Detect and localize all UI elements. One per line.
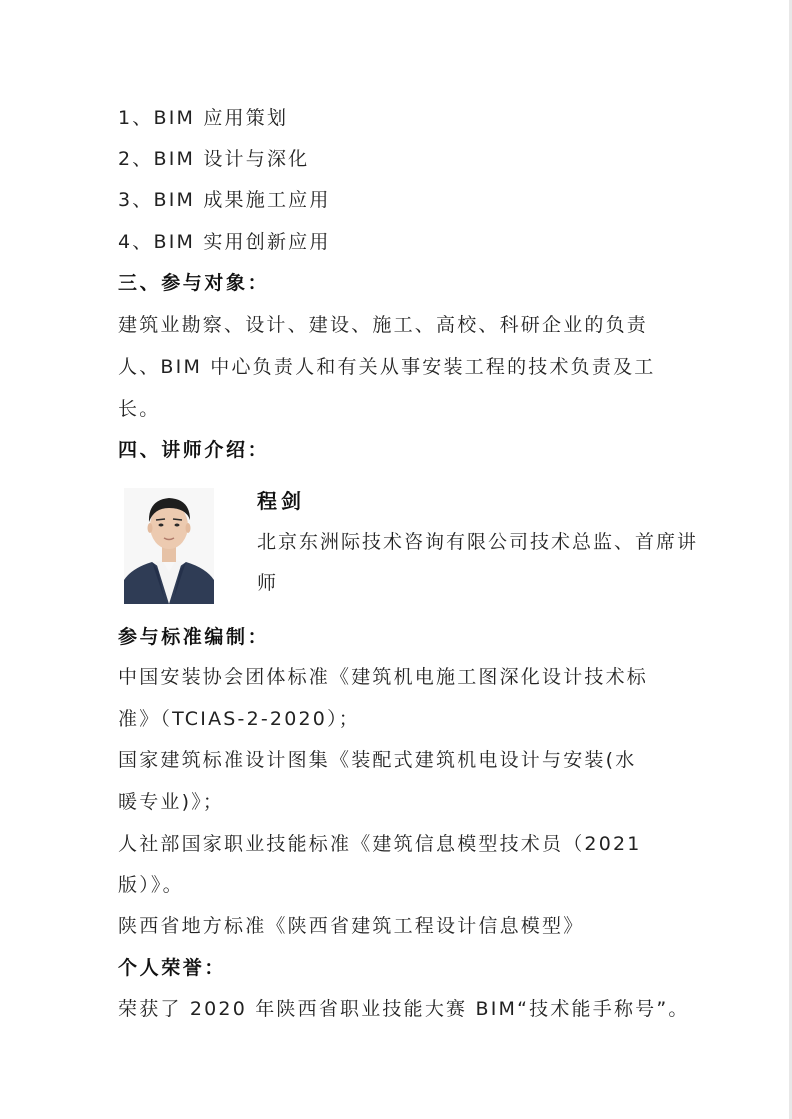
participants-text-line: 建筑业勘察、设计、建设、施工、高校、科研企业的负责: [118, 314, 649, 336]
portrait-photo-icon: [124, 488, 214, 604]
lecturer-name: 程剑: [257, 489, 305, 513]
content-item: 2、BIM 设计与深化: [118, 148, 310, 170]
participants-text-line: 长。: [118, 398, 161, 420]
content-item: 1、BIM 应用策划: [118, 107, 289, 129]
participants-text-line: 人、BIM 中心负责人和有关从事安装工程的技术负责及工: [118, 356, 656, 378]
standards-text-line: 版）》。: [118, 874, 184, 896]
standards-text-line: 国家建筑标准设计图集《装配式建筑机电设计与安装(水: [118, 749, 637, 771]
lecturer-bio-line: 师: [257, 572, 279, 594]
standards-text-line: 准》（TCIAS-2-2020）；: [118, 708, 360, 730]
lecturer-bio-line: 北京东洲际技术咨询有限公司技术总监、首席讲: [257, 531, 699, 553]
participants-heading: 三、参与对象：: [118, 272, 270, 294]
standards-text-line: 中国安装协会团体标准《建筑机电施工图深化设计技术标: [118, 666, 649, 688]
lecturer-heading: 四、讲师介绍：: [118, 439, 270, 461]
standards-text-line: 人社部国家职业技能标准《建筑信息模型技术员（2021: [118, 833, 642, 855]
lecturer-photo: [124, 488, 214, 604]
content-item: 3、BIM 成果施工应用: [118, 189, 331, 211]
honors-heading: 个人荣誉：: [118, 957, 227, 979]
standards-text-line: 暖专业)》；: [118, 791, 225, 813]
content-item: 4、BIM 实用创新应用: [118, 231, 331, 253]
honors-text-line: 荣获了 2020 年陕西省职业技能大赛 BIM“技术能手称号”。: [118, 998, 690, 1020]
standards-heading: 参与标准编制：: [118, 626, 270, 648]
standards-text-line: 陕西省地方标准《陕西省建筑工程设计信息模型》: [118, 915, 585, 937]
